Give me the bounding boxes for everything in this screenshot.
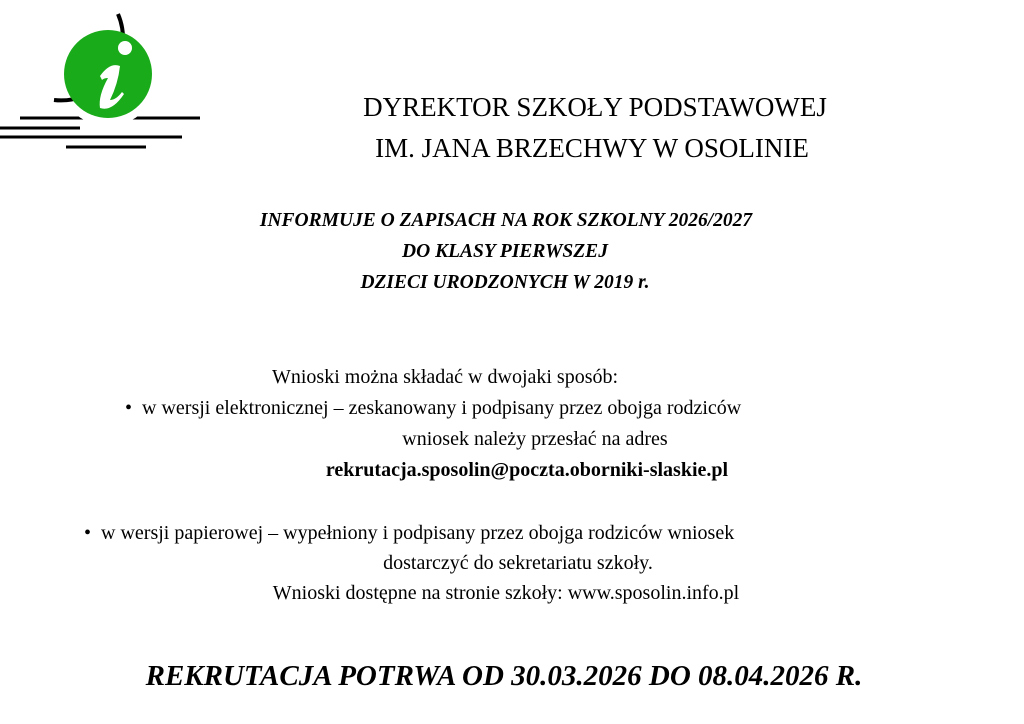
info-icon <box>0 0 210 160</box>
bullet-icon: • <box>125 397 133 419</box>
intro-text: Wnioski można składać w dwojaki sposób: <box>272 366 619 388</box>
announcement-line-1: INFORMUJE O ZAPISACH NA ROK SZKOLNY 2026/2027 <box>259 210 753 231</box>
option-paper <box>84 523 734 543</box>
bullet-icon: • <box>84 522 92 544</box>
announcement-line-3: DZIECI URODZONYCH W 2019 r. <box>360 272 650 293</box>
announcement-line-2: DO KLASY PIERWSZEJ <box>402 241 608 262</box>
title-line-1: DYREKTOR SZKOŁY PODSTAWOWEJ <box>363 92 827 122</box>
option-paper-text-2: dostarczyć do sekretariatu szkoły. <box>383 552 653 574</box>
option-electronic-text: w wersji elektronicznej – zeskanowany i podpisany przez obojga rodziców <box>142 397 742 419</box>
title-line-2: IM. JANA BRZECHWY W OSOLINIE <box>375 133 809 163</box>
recruitment-dates: REKRUTACJA POTRWA OD 30.03.2026 DO 08.04.2026 R. <box>145 660 863 692</box>
availability-text: Wnioski dostępne na stronie szkoły: www.sposolin.info.pl <box>272 582 740 604</box>
email-address: rekrutacja.sposolin@poczta.oborniki-slaskie.pl <box>325 459 729 481</box>
option-paper-text: w wersji papierowej – wypełniony i podpisany przez obojga rodziców wniosek <box>101 522 735 544</box>
option-electronic-text-2: wniosek należy przesłać na adres <box>402 428 668 450</box>
option-electronic <box>125 398 741 418</box>
